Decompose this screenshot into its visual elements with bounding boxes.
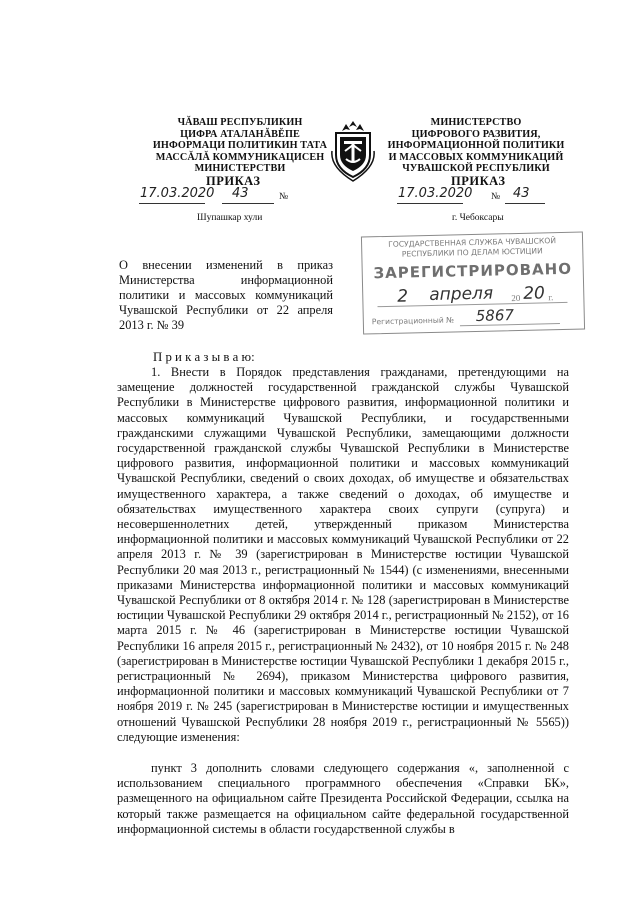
header-left-line: ЦИФРА АТАЛАНĂВĔПЕ: [180, 128, 300, 140]
stamp-reg-number: 5867: [475, 306, 515, 325]
header-left-line: МАССĂЛĂ КОММУНИКАЦИСЕН: [155, 151, 325, 163]
right-date: 17.03.2020: [398, 186, 473, 201]
paragraph-1: 1. Внести в Порядок представления гражданами, претендующими на замещение должностей государственной гражданской службы Чувашской Республики в Министерстве цифрового развития, информационной политики и массовых коммуникаций Чувашской Республики, и государственными гражданскими служащими Чувашской Республики, замещающими должности государственной гражданской службы Чувашской Республики в Министерстве цифрового развития, информационной политики и массовых коммуникаций Чувашской Республики, сведений о своих доходах, об имуществе и обязательствах имущественного характера, а также сведений о доходах, об имуществе и обязательствах имущественного характера своих супруги (супруга) и несовершеннолетних детей, утвержденный приказом Министерства информационной политики и массовых коммуникаций Чувашской Республики от 22 апреля 2013 г. № 39 (зарегистрирован в Министерстве юстиции Чувашской Республики 20 мая 2013 г., регистрационный № 1544) (с изменениями, внесенными приказами Министерства информационной политики и массовых коммуникаций Чувашской Республики от 8 октября 2014 г. № 128 (зарегистрирован в Министерстве юстиции Чувашской Республики 29 октября 2014 г., регистрационный № 2152), от 16 марта 2015 г. № 46 (зарегистрирован в Министерстве юстиции Чувашской Республики 16 апреля 2015 г., регистрационный № 2432), от 10 ноября 2015 г. № 248 (зарегистрирован в Министерстве юстиции Чувашской Республики 1 декабря 2015 г., регистрационный № 2694), приказом Министерства цифрового развития, информационной политики и массовых коммуникаций Чувашской Республики от 7 ноября 2019 г. № 245 (зарегистрирован в Министерстве юстиции и имущественных отношений Чувашской Республики 28 ноября 2019 г., регистрационный № 5565)) следующие изменения:: [117, 365, 569, 744]
header-right-line: ИНФОРМАЦИОННОЙ ПОЛИТИКИ: [387, 140, 565, 151]
stamp-year-suffix: 20: [523, 283, 546, 304]
right-city: г. Чебоксары: [452, 213, 504, 223]
stamp-month: апреля: [429, 283, 494, 305]
order-word: П р и к а з ы в а ю:: [153, 350, 255, 364]
registration-stamp: [361, 231, 585, 334]
order-subject: О внесении изменений в приказ Министерства информационной политики и массовых коммуникаций Чувашской Республики от 22 апреля 2013 г. № 39: [119, 258, 333, 332]
header-right-line: И МАССОВЫХ КОММУНИКАЦИЙ: [388, 151, 564, 163]
left-number: 43: [232, 186, 249, 201]
stamp-year-end: г.: [548, 292, 554, 303]
left-city: Шупашкар хули: [197, 213, 263, 223]
left-number-sign: №: [279, 192, 289, 202]
header-left-line: ИНФОРМАЦИ ПОЛИТИКИН ТАТА: [152, 140, 328, 151]
header-right-line: ЧУВАШСКОЙ РЕСПУБЛИКИ: [402, 163, 550, 174]
right-number-line: [505, 203, 545, 204]
header-left-line: ЧĂВАШ РЕСПУБЛИКИН: [177, 117, 303, 128]
right-date-line: [397, 203, 463, 204]
paragraph-2: пункт 3 дополнить словами следующего содержания «, заполненной с использованием специального программного обеспечения «Справки БК», размещенного на официальном сайте Президента Российской Федерации, ссылка на который также размещается на официальном сайте федеральной государственной информационной системы в области государственной службы в: [117, 761, 569, 836]
right-number-sign: №: [491, 192, 501, 202]
header-left: [150, 117, 330, 175]
header-right-line: МИНИСТЕРСТВО: [430, 117, 522, 128]
left-prikaz-title: ПРИКАЗ: [206, 174, 261, 188]
stamp-line: ГОСУДАРСТВЕННАЯ СЛУЖБА ЧУВАШСКОЙ: [388, 236, 557, 249]
left-date-line: [139, 203, 205, 204]
header-right: [378, 117, 574, 175]
right-number: 43: [513, 186, 530, 201]
left-date: 17.03.2020: [140, 186, 215, 201]
right-prikaz-title: ПРИКАЗ: [451, 174, 506, 188]
stamp-day: 2: [397, 286, 409, 307]
header-left-line: МИНИСТЕРСТВИ: [194, 163, 286, 174]
header-right-line: ЦИФРОВОГО РАЗВИТИЯ,: [411, 128, 541, 140]
stamp-title: ЗАРЕГИСТРИРОВАНО: [373, 259, 573, 283]
left-number-line: [222, 203, 274, 204]
chuvash-emblem-icon: [330, 117, 376, 183]
stamp-year-prefix: 20: [511, 292, 521, 304]
stamp-line: РЕСПУБЛИКИ ПО ДЕЛАМ ЮСТИЦИИ: [401, 246, 543, 259]
stamp-reg-label: Регистрационный №: [371, 315, 455, 327]
